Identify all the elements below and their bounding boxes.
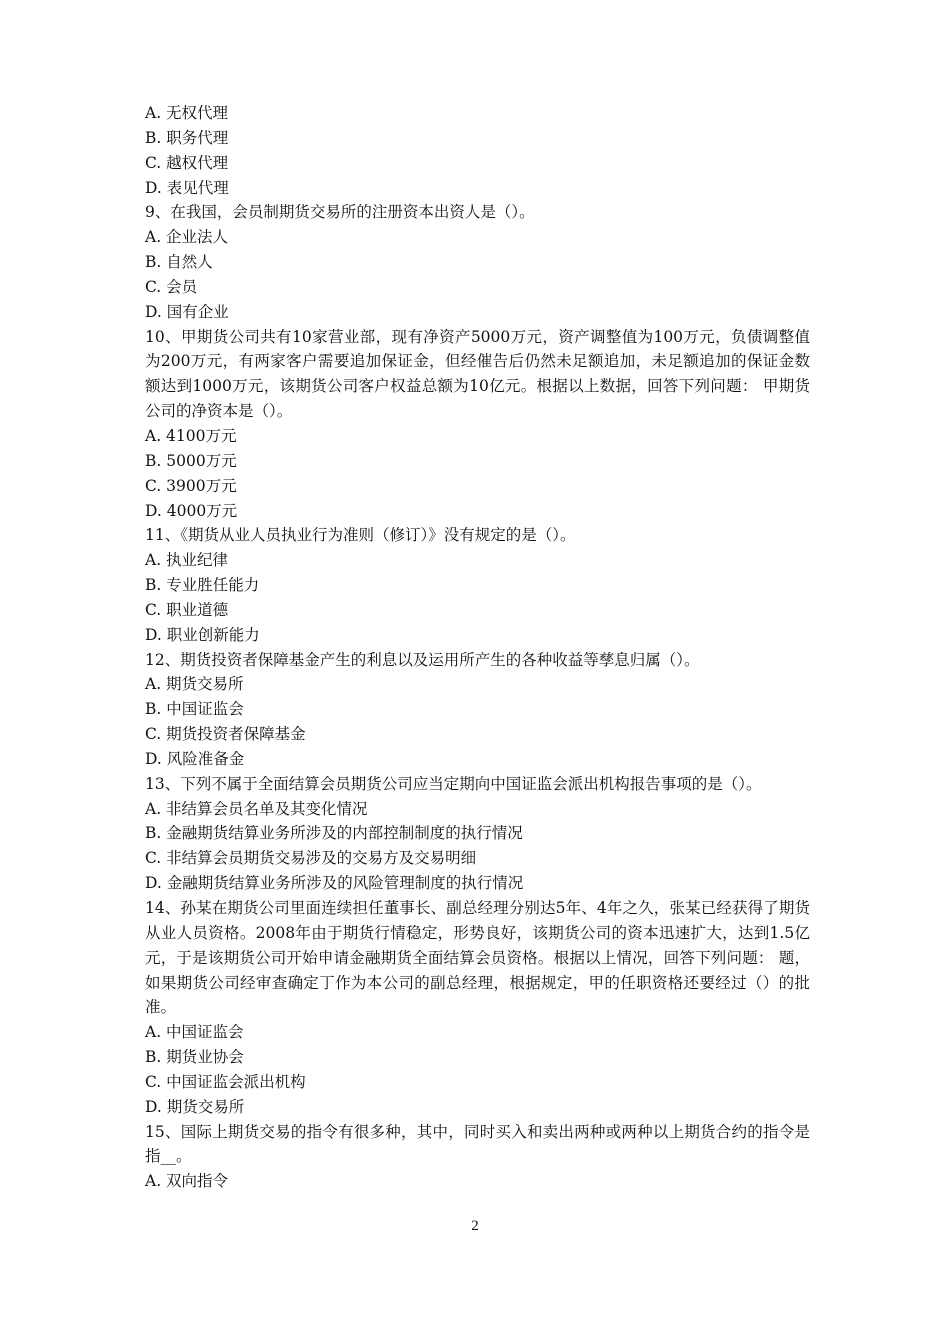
option-line: A. 双向指令 (145, 1172, 229, 1191)
option-line: A. 期货交易所 (145, 675, 244, 694)
question-10: 10、甲期货公司共有10家营业部，现有净资产5000万元，资产调整值为100万元，负债调整值为200万元，有两家客户需要追加保证金，但经催告后仍然未足额追加，未足额追加的保证金数额达到1000万元，该期货公司客户权益总额为10亿元。根据以上数据，回答下列问题： 甲期货公司的净资本是（）。 (145, 327, 810, 421)
option-line: C. 会员 (145, 277, 198, 296)
option-line: B. 期货业协会 (145, 1048, 244, 1067)
option-line: A. 非结算会员名单及其变化情况 (145, 799, 368, 818)
option-line: C. 中国证监会派出机构 (145, 1072, 306, 1091)
option-line: D. 期货交易所 (145, 1097, 245, 1116)
option-line: D. 4000万元 (145, 501, 238, 520)
question-11: 11、《期货从业人员执业行为准则（修订）》没有规定的是（）。 (145, 526, 576, 545)
option-line: C. 职业道德 (145, 600, 229, 619)
option-line: D. 职业创新能力 (145, 625, 260, 644)
option-line: A. 无权代理 (145, 104, 229, 122)
option-line: D. 国有企业 (145, 302, 229, 321)
question-13: 13、下列不属于全面结算会员期货公司应当定期向中国证监会派出机构报告事项的是（）。 (145, 774, 762, 793)
option-line: B. 5000万元 (145, 451, 237, 470)
question-14: 14、孙某在期货公司里面连续担任董事长、副总经理分别达5年、4年之久，张某已经获得了期货从业人员资格。2008年由于期货行情稳定，形势良好，该期货公司的资本迅速扩大，达到1.5亿元，于是该期货公司开始申请金融期货全面结算会员资格。根据以上情况，回答下列问题： 题，如果期货公司经审查确定丁作为本公司的副总经理，根据规定，甲的任职资格还要经过（）的批准。 (145, 899, 810, 1017)
page-number: 2 (471, 1218, 479, 1234)
document-body (145, 101, 810, 1194)
option-line: C. 3900万元 (145, 476, 237, 495)
option-line: A. 4100万元 (145, 426, 237, 445)
option-line: C. 期货投资者保障基金 (145, 725, 306, 744)
option-line: D. 风险准备金 (145, 749, 245, 768)
option-line: D. 金融期货结算业务所涉及的风险管理制度的执行情况 (145, 874, 524, 893)
option-line: A. 企业法人 (145, 228, 229, 247)
question-9: 9、在我国，会员制期货交易所的注册资本出资人是（）。 (145, 203, 535, 222)
question-15: 15、国际上期货交易的指令有很多种，其中，同时买入和卖出两种或两种以上期货合约的指令是指__。 (145, 1122, 810, 1166)
option-line: A. 执业纪律 (145, 551, 229, 570)
option-line: D. 表见代理 (145, 178, 229, 197)
option-line: B. 金融期货结算业务所涉及的内部控制制度的执行情况 (145, 824, 523, 843)
option-line: B. 专业胜任能力 (145, 576, 260, 595)
option-line: C. 非结算会员期货交易涉及的交易方及交易明细 (145, 849, 477, 868)
option-line: B. 自然人 (145, 253, 213, 272)
option-line: B. 中国证监会 (145, 700, 244, 719)
option-line: B. 职务代理 (145, 128, 229, 147)
question-12: 12、期货投资者保障基金产生的利息以及运用所产生的各种收益等孳息归属（）。 (145, 650, 700, 669)
option-line: C. 越权代理 (145, 153, 229, 172)
option-line: A. 中国证监会 (145, 1023, 244, 1042)
